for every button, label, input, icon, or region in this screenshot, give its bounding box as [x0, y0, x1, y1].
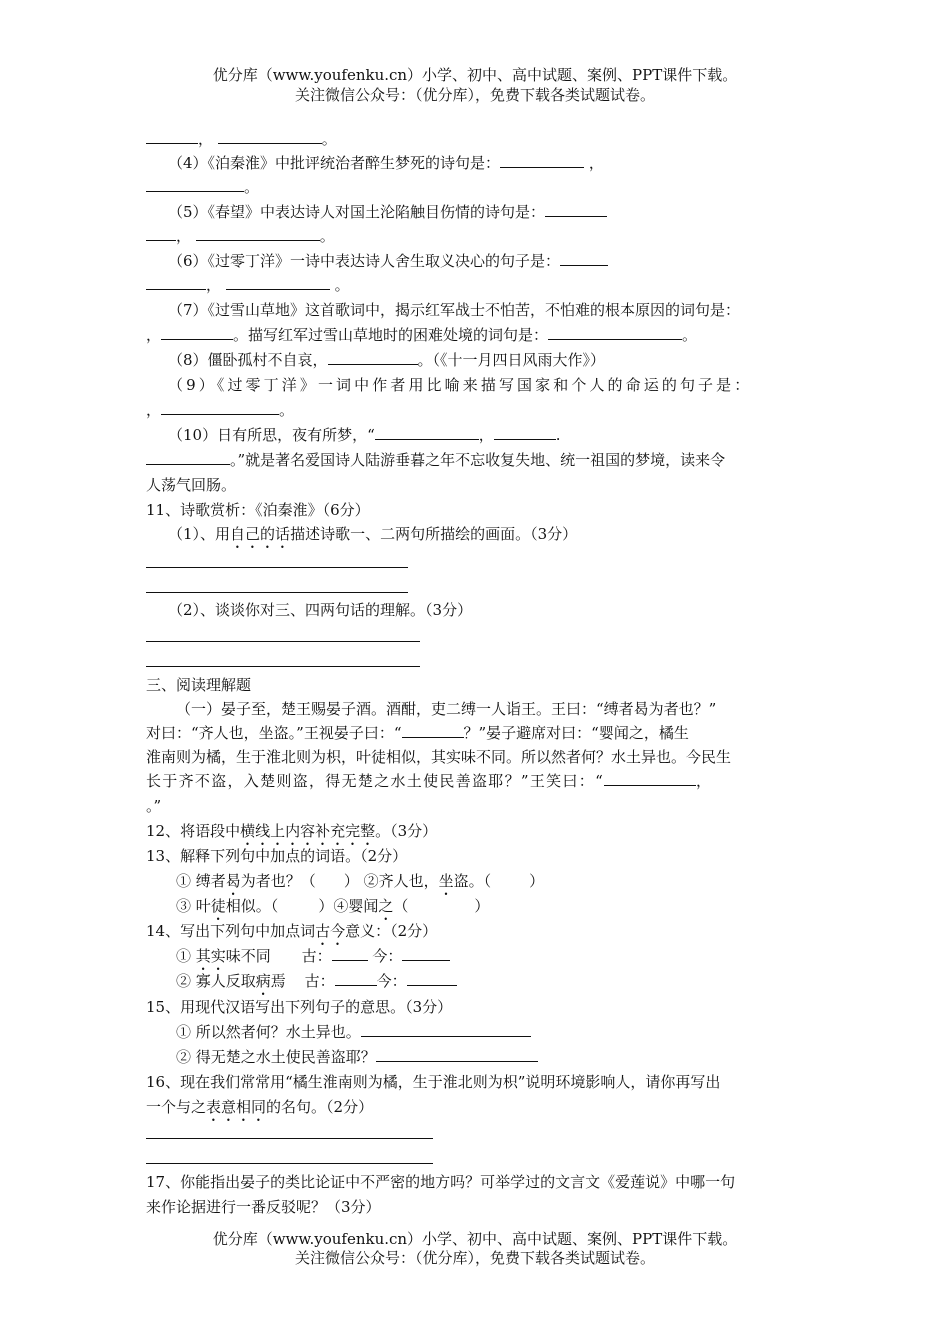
- q10-item-5: （5）《春望》中表达诗人对国土沦陷触目伤情的诗句是：: [168, 201, 838, 223]
- q10-item-9-cont: ， 。: [146, 401, 295, 419]
- q14-title: 14、写出下列句中加点词古今意义：（2分）: [146, 922, 438, 940]
- emphasized-text: 表意相同: [206, 1098, 267, 1116]
- answer-blank[interactable]: [196, 225, 320, 241]
- emphasized-text: 古今: [315, 922, 346, 940]
- q10-item-10-cont: 。”就是著名爱国诗人陆游垂暮之年不忘收复失地、统一祖国的梦境，读来令: [146, 449, 816, 471]
- answer-blank[interactable]: [560, 250, 608, 266]
- answer-blank[interactable]: [146, 225, 176, 241]
- passage-line-5: 。”: [146, 797, 162, 815]
- emphasized-text: 横线上内容补充完整: [240, 822, 376, 840]
- q12: 12、将语段中横线上内容补充完整。（3分）: [146, 822, 438, 840]
- answer-blank[interactable]: [328, 349, 418, 365]
- answer-blank[interactable]: [604, 770, 696, 786]
- passage-line-2: 对曰：“齐人也，坐盗。”王视晏子曰：“ ？”晏子避席对曰：“婴闻之，橘生: [146, 724, 689, 742]
- answer-blank[interactable]: [402, 945, 450, 961]
- q11-sub-1: （1）、用自己的话描述诗歌一、二两句所描绘的画面。（3分）: [168, 525, 578, 543]
- answer-line[interactable]: [146, 1163, 433, 1164]
- answer-blank[interactable]: [146, 128, 198, 144]
- answer-blank[interactable]: [494, 424, 556, 440]
- q10-item-9: （9）《过零丁洋》一词中作者用比喻来描写国家和个人的命运的句子是：: [168, 376, 753, 394]
- q17-line-1: 17、你能指出晏子的类比论证中不严密的地方吗？可举学过的文言文《爱莲说》中哪一句: [146, 1173, 736, 1191]
- answer-blank[interactable]: [361, 1021, 531, 1037]
- answer-line[interactable]: [146, 641, 420, 642]
- section-3-title: 三、阅读理解题: [146, 676, 252, 694]
- q10-item-10-end: 人荡气回肠。: [146, 476, 237, 494]
- q14-row-1: ① 其实味不同 古： 今：: [176, 945, 846, 974]
- answer-blank[interactable]: [146, 449, 230, 465]
- q10-item-10: （10）日有所思，夜有所梦，“ ， .: [168, 426, 561, 444]
- emphasized-word: 病: [255, 972, 271, 990]
- answer-blank[interactable]: [146, 176, 244, 192]
- q13-row-2: ③ 叶徒相似。（ ）④婴闻之（ ）: [176, 897, 490, 915]
- passage-line-1: （一）晏子至，楚王赐晏子酒。酒酣，吏二缚一人诣王。王曰：“缚者曷为者也？”: [176, 700, 717, 718]
- emphasized-text: 自己的话: [230, 525, 291, 543]
- q10-item-7-cont: ， 。描写红军过雪山草地时的困难处境的词句是： 。: [146, 326, 698, 344]
- answer-blank[interactable]: [402, 722, 464, 738]
- answer-blank[interactable]: [161, 324, 233, 340]
- answer-blank[interactable]: [545, 201, 607, 217]
- answer-blank[interactable]: [407, 970, 457, 986]
- q10-item-5-cont: ， 。: [146, 225, 816, 247]
- emphasized-word: 坐: [438, 872, 454, 890]
- answer-blank[interactable]: [161, 399, 279, 415]
- answer-blank[interactable]: [335, 970, 377, 986]
- page-footer-line-1: 优分库（www.youfenku.cn）小学、初中、高中试题、案例、PPT课件下载。: [212, 1230, 738, 1248]
- answer-blank[interactable]: [375, 424, 479, 440]
- answer-blank[interactable]: [226, 274, 330, 290]
- q11-sub-2: （2）、谈谈你对三、四两句话的理解。（3分）: [168, 601, 473, 619]
- q10-item-6-cont: ， 。: [146, 274, 816, 296]
- page-header-line-2: 关注微信公众号：（优分库），免费下载各类试题试卷。: [294, 86, 655, 104]
- answer-blank[interactable]: [376, 1046, 538, 1062]
- q15-row-1: ① 所以然者何？水土异也。: [176, 1021, 846, 1043]
- emphasized-word: 徒: [210, 897, 226, 915]
- answer-line[interactable]: [146, 666, 420, 667]
- q16-line-2: 一个与之表意相同的名句。（2分）: [146, 1098, 374, 1116]
- q10-continuation-line: ， 。: [146, 128, 816, 150]
- q10-item-6: （6）《过零丁洋》一诗中表达诗人舍生取义决心的句子是：: [168, 250, 838, 272]
- q16-line-1: 16、现在我们常常用“橘生淮南则为橘，生于淮北则为枳”说明环境影响人，请你再写出: [146, 1073, 721, 1091]
- q15-title: 15、用现代汉语写出下列句子的意思。（3分）: [146, 998, 453, 1016]
- answer-blank[interactable]: [218, 128, 322, 144]
- q11-title: 11、诗歌赏析：《泊秦淮》（6分）: [146, 501, 370, 519]
- q10-item-7: （7）《过雪山草地》这首歌词中，揭示红军战士不怕苦，不怕难的根本原因的词句是：: [168, 301, 741, 319]
- page-footer-line-2: 关注微信公众号：（优分库），免费下载各类试题试卷。: [294, 1249, 655, 1267]
- q13-title: 13、解释下列句中加点的词语。（2分）: [146, 847, 408, 865]
- answer-line[interactable]: [146, 1138, 433, 1139]
- passage-line-3: 淮南则为橘，生于淮北则为枳，叶徒相似，其实味不同。所以然者何？水土异也。今民生: [146, 748, 732, 766]
- q10-item-8: （8）僵卧孤村不自哀， 。（《十一月四日风雨大作》）: [168, 351, 606, 369]
- q14-row-2: ② 寡人反取病焉 古： 今：: [176, 970, 846, 999]
- emphasized-word: 其实: [195, 947, 226, 965]
- answer-line[interactable]: [146, 567, 408, 568]
- answer-blank[interactable]: [146, 274, 206, 290]
- answer-blank[interactable]: [332, 945, 368, 961]
- q10-item-4: （4）《泊秦淮》中批评统治者醉生梦死的诗句是： ，: [168, 154, 604, 172]
- answer-line[interactable]: [146, 592, 408, 593]
- q10-item-4-cont: 。: [146, 176, 816, 198]
- emphasized-word: 之: [378, 897, 394, 915]
- q15-row-2: ② 得无楚之水土使民善盗耶？: [176, 1046, 846, 1068]
- page-header-line-1: 优分库（www.youfenku.cn）小学、初中、高中试题、案例、PPT课件下载。: [212, 66, 738, 84]
- answer-blank[interactable]: [548, 324, 682, 340]
- answer-blank[interactable]: [500, 152, 584, 168]
- q13-row-1: ① 缚者曷为者也？（ ） ②齐人也，坐盗。（ ）: [176, 872, 545, 890]
- q17-line-2: 来作论据进行一番反驳呢？（3分）: [146, 1198, 381, 1216]
- passage-line-4: 长于齐不盗，入楚则盗，得无楚之水土使民善盗耶？”王笑曰：“ ，: [146, 772, 713, 790]
- emphasized-word: 曷: [225, 872, 241, 890]
